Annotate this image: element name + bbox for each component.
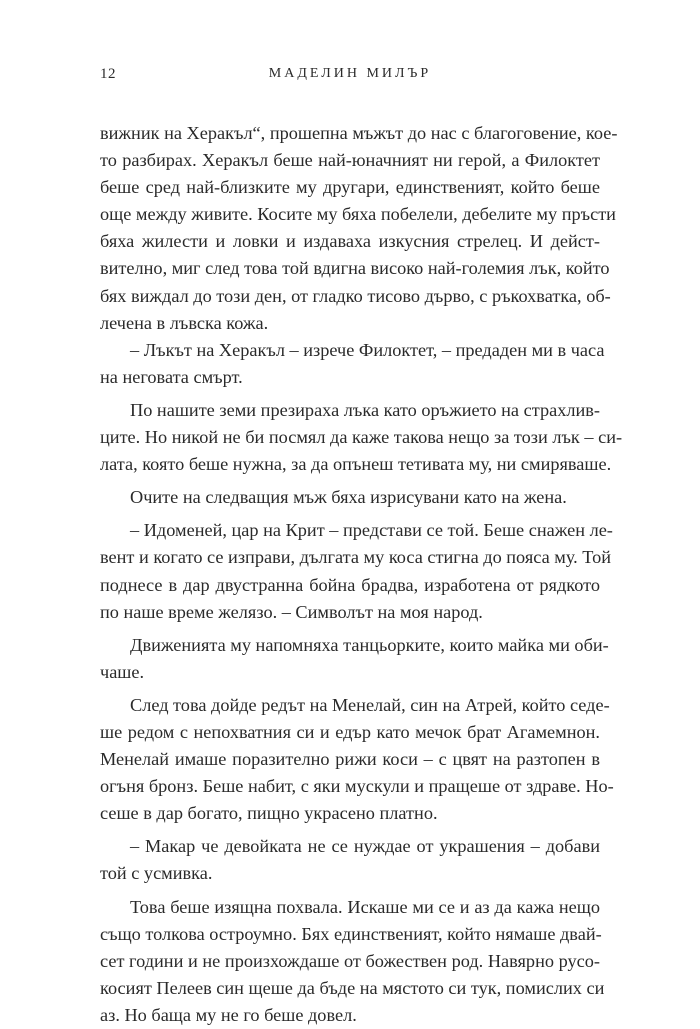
paragraph	[100, 337, 605, 391]
text-line: бяха жилести и ловки и издаваха изкусния стрелец. И дейст-	[100, 231, 600, 252]
text-line: беше сред най-близките му другари, единственият, който беше	[100, 177, 600, 198]
running-head: МАДЕЛИН МИЛЪР	[268, 66, 432, 81]
page-number: 12	[100, 66, 116, 82]
text-line: вижник на Херакъл“, прошепна мъжът до нас с благоговение, кое-	[100, 123, 618, 143]
text-line: той с усмивка.	[100, 863, 213, 884]
text-line: лечена в лъвска кожа.	[100, 312, 269, 333]
text-line: – Лъкът на Херакъл – изрече Филоктет, – предаден ми в часа	[130, 339, 605, 360]
text-line: то разбирах. Херакъл беше най-юначният ни герой, а Филоктет	[100, 150, 600, 171]
paragraph	[100, 484, 600, 511]
text-line: сеше в дар богато, пищно украсено платно.	[100, 803, 438, 824]
text-line: Това беше изящна похвала. Искаше ми се и аз да кажа нещо	[130, 896, 600, 917]
text-line: Менелай имаше поразително рижи коси – с цвят на разтопен в	[100, 749, 600, 770]
text-line: поднесе в дар двустранна бойна брадва, изработена от рядкото	[100, 574, 600, 595]
paragraph	[100, 517, 613, 625]
text-line: аз. Но баща му не го беше довел.	[100, 1004, 357, 1025]
text-line: – Макар че девойката не се нуждае от украшения – добави	[130, 836, 600, 857]
text-line: вент и когато се изправи, дългата му коса стигна до пояса му. Той	[100, 547, 612, 568]
paragraph	[100, 692, 614, 827]
text-line: вително, миг след това той вдигна високо най-големия лък, който	[100, 258, 610, 279]
text-line: ците. Но никой не би посмял да каже такова нещо за този лък – си-	[100, 427, 623, 448]
paragraph	[100, 397, 623, 478]
text-line: – Идоменей, цар на Крит – представи се той. Беше снажен ле-	[130, 520, 613, 541]
text-line: сет години и не произхождаше от божествен род. Навярно русо-	[100, 950, 600, 971]
text-line: косият Пелеев син щеше да бъде на мястото си тук, помислих си	[100, 977, 605, 998]
text-line: По нашите земи презираха лъка като оръжието на страхлив-	[130, 399, 600, 420]
text-line: ше редом с непохватния си и едър като мечок брат Агамемнон.	[100, 721, 600, 742]
text-line: Очите на следващия мъж бяха изрисувани като на жена.	[130, 487, 567, 508]
text-line: Движенията му напомняха танцьорките, които майка ми оби-	[130, 634, 609, 655]
text-line: бях виждал до този ден, от гладко тисово дърво, с ръкохватка, об-	[100, 285, 611, 306]
text-line: на неговата смърт.	[100, 366, 243, 387]
paragraph	[100, 894, 605, 1029]
paragraph	[100, 833, 600, 887]
text-line: лата, която беше нужна, за да опънеш тетивата му, ни смиряваше.	[100, 454, 612, 475]
text-line: също толкова остроумно. Бях единственият, който нямаше двай-	[100, 923, 602, 944]
text-line: чаше.	[100, 661, 145, 682]
text-line: огъня бронз. Беше набит, с яки мускули и пращеше от здраве. Но-	[100, 776, 614, 797]
paragraph	[100, 632, 609, 686]
body-text	[100, 120, 623, 1029]
text-line: по наше време желязо. – Символът на моя народ.	[100, 601, 483, 622]
text-line: След това дойде редът на Менелай, син на Атрей, който седе-	[130, 694, 610, 715]
text-line: още между живите. Косите му бяха побелели, дебелите му пръсти	[100, 204, 616, 225]
paragraph	[100, 120, 618, 337]
